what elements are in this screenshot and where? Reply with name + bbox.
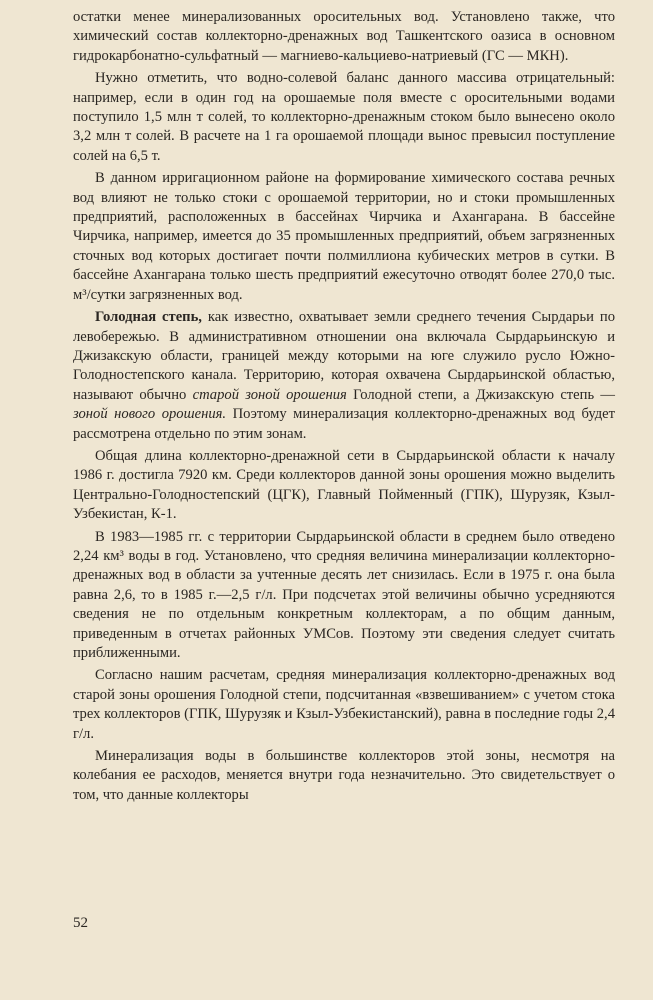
- text-run: Голодной степи, а Джизакскую степь —: [346, 386, 615, 403]
- text-run: Поэтому минерализация коллекторно-дренажных вод будет рассмотрена отдельно по этим зонам.: [73, 406, 615, 442]
- paragraph: [73, 169, 615, 305]
- page-number: 52: [73, 915, 88, 931]
- text-run: Согласно нашим расчетам, средняя минерализация коллекторно-дренажных вод старой зоны орошения Голодной степи, подсчитанная «взвешиванием» с учетом стока трех коллекторов (ГПК, Шурузяк и Кзыл-Узбекистанский), равна в последние годы 2,4 г/л.: [73, 667, 615, 742]
- italic-term: зоной нового орошения.: [73, 406, 227, 423]
- italic-term: старой зоной орошения: [192, 386, 347, 403]
- paragraph: [73, 308, 615, 444]
- text-run: Минерализация воды в большинстве коллекторов этой зоны, несмотря на колебания ее расходов, меняется внутри года незначительно. Это свидетельствует о том, что данные коллекторы: [73, 748, 615, 803]
- text-run: Общая длина коллекторно-дренажной сети в Сырдарьинской области к началу 1986 г. достигла 7920 км. Среди коллекторов данной зоны орошения можно выделить Центрально-Голодностепский (ЦГК), Главный Пойменный (ГПК), Шурузяк, Кзыл-Узбекистан, К-1.: [73, 447, 615, 523]
- text-run: остатки менее минерализованных оросительных вод. Установлено также, что химический состав коллекторно-дренажных вод Ташкентского оазиса в основном гидрокарбонатно-сульфатный — магниево-кальциево-натриевый (ГС — МКН).: [73, 9, 615, 64]
- paragraph: [73, 528, 615, 664]
- paragraph: [73, 69, 615, 166]
- bold-term: Голодная степь,: [95, 309, 202, 326]
- paragraph: [73, 447, 615, 525]
- paragraph: [73, 747, 615, 805]
- text-run: как известно, охватывает земли среднего течения Сырдарьи по левобережью. В административном отношении она включала Сырдарьинскую и Джизакскую области, границей между которыми на юге служило русло Южно-Голодностепского канала. Территорию, которая охвачена Сырдарьинской областью, называют обычно: [73, 309, 615, 403]
- text-run: В 1983—1985 гг. с территории Сырдарьинской области в среднем было отведено 2,24 км³ воды в год. Установлено, что средняя величина минерализации коллекторно-дренажных вод в области за учтенные десять лет снизилась. Если в 1975 г. она была равна 2,6, то в 1985 г.—2,5 г/л. При подсчетах этой величины обычно усредняются сведения не по отдельным конкретным коллекторам, а по общим данным, приведенным в отчетах районных УМСов. Поэтому эти сведения следует считать приближенными.: [73, 528, 615, 661]
- text-run: Нужно отметить, что водно-солевой баланс данного массива отрицательный: например, если в один год на орошаемые поля вместе с оросительными водами поступило 1,5 млн т солей, то коллекторно-дренажным стоком было вынесено около 3,2 млн т солей. В расчете на 1 га орошаемой площади вынос превысил поступление солей на 6,5 т.: [73, 70, 615, 164]
- body-text: [73, 8, 615, 805]
- paragraph: [73, 666, 615, 744]
- text-run: В данном ирригационном районе на формирование химического состава речных вод влияют не только стоки с орошаемой территории, но и стоки промышленных предприятий, расположенных в бассейнах Чирчика и Ахангарана. В бассейне Чирчика, например, имеется до 35 промышленных предприятий, объем загрязненных сточных вод которых достигает почти полмиллиона кубических метров в сутки. В бассейне Ахангарана только шесть предприятий ежесуточно отводят более 270,0 тыс. м³/сутки загрязненных вод.: [73, 170, 615, 303]
- paragraph: [73, 8, 615, 66]
